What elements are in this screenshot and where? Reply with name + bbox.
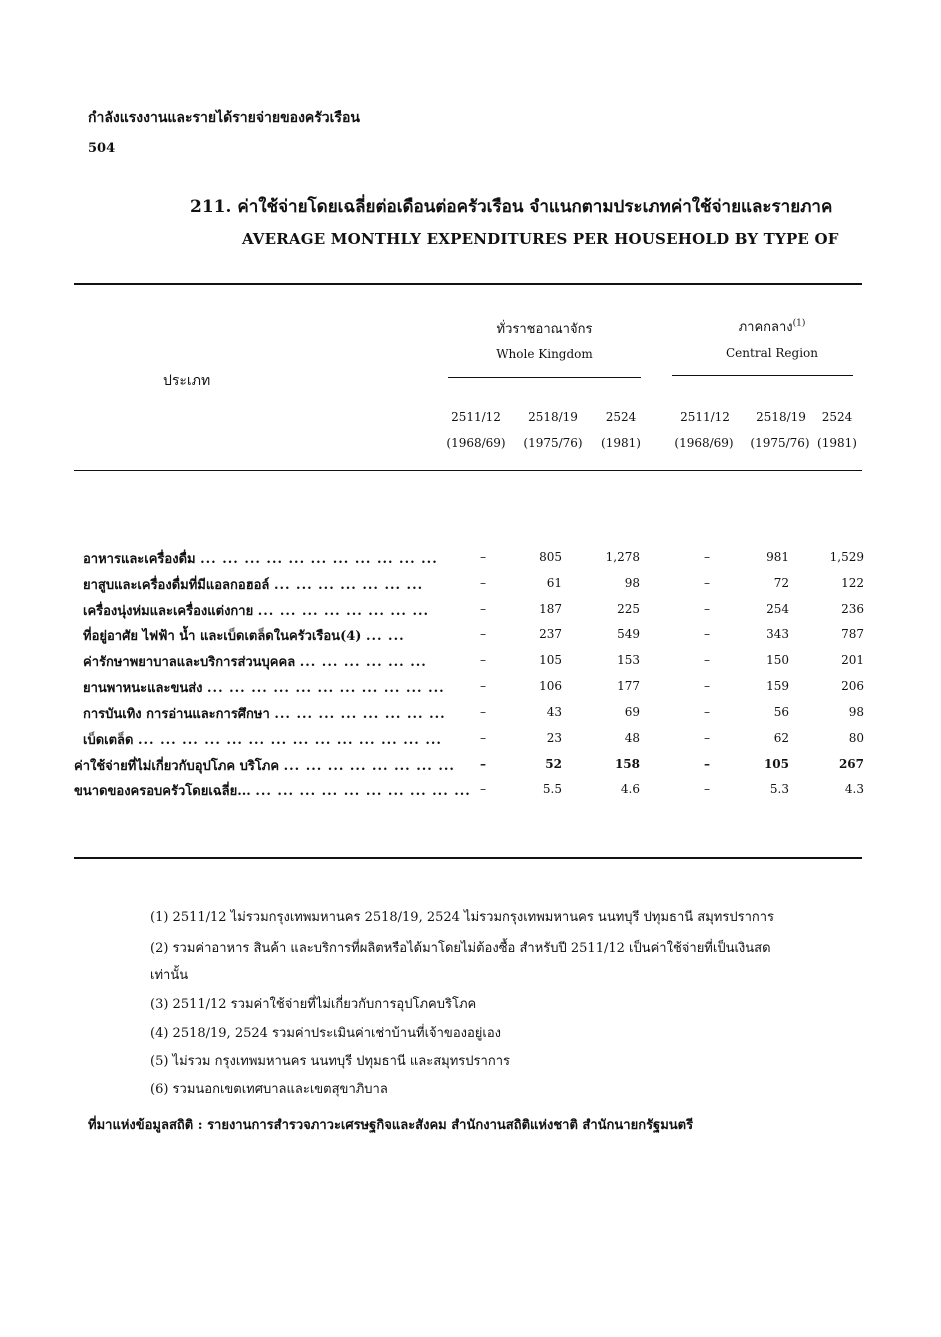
page-number: 504 [88,141,116,156]
footnote: (3) 2511/12 รวมค่าใช้จ่ายที่ไม่เกี่ยวกับการอุปโภคบริโภค [150,997,477,1012]
table-cell: 80 [848,731,864,745]
table-row-label [83,600,429,621]
table-row-label [83,651,427,672]
table-cell: 5.3 [769,782,789,796]
stub-header: ประเภท [163,373,211,389]
table-cell: – [480,627,486,641]
leader-dots: ... ... ... ... ... ... ... [273,578,424,593]
table-cell: 72 [773,576,789,590]
row-label-text: เครื่องนุ่งห่มและเครื่องแต่งกาย [83,604,254,619]
table-cell: 177 [617,679,640,693]
table-row-label [83,574,423,595]
table-cell: 206 [841,679,864,693]
row-label-text: ค่าใช้จ่ายที่ไม่เกี่ยวกับอุปโภค บริโภค [74,759,280,774]
leader-dots: ... ... ... ... ... ... ... ... ... ... ... [207,681,445,696]
footnote: (1) 2511/12 ไม่รวมกรุงเทพมหานคร 2518/19, 2524 ไม่รวมกรุงเทพมหานคร นนทบุรี ปทุมธานี สมุทรปราการ [150,910,775,925]
table-cell: – [480,550,486,564]
leader-dots: ... ... ... ... ... ... ... ... ... ... ... ... ... ... [137,733,442,748]
table-cell: 201 [841,653,864,667]
row-label-text: การบันเทิง การอ่านและการศึกษา [83,707,270,722]
table-cell: 4.3 [844,782,864,796]
table-cell: – [480,782,486,796]
leader-dots: ... ... ... ... ... ... ... ... [257,604,430,619]
table-cell: 1,529 [829,550,864,564]
footnote: (2) รวมค่าอาหาร สินค้า และบริการที่ผลิตหรือได้มาโดยไม่ต้องซื้อ สำหรับปี 2511/12 เป็นค่าใช้จ่ายที่เป็นเงินสด [150,941,771,956]
table-cell: – [704,757,710,771]
table-row-label [83,703,446,724]
leader-dots: ... ... ... ... ... ... ... ... ... ... ... [200,552,438,567]
table-cell: 805 [539,550,562,564]
table-number: 211. [190,197,232,217]
table-row-label [74,780,471,801]
row-label-text: ยาสูบและเครื่องดื่มที่มีแอลกอฮอล์ [83,578,270,593]
table-cell: 225 [617,602,640,616]
table-cell: 237 [539,627,562,641]
period-year: 2511/12 [680,410,730,424]
row-label-text: ยานพาหนะและขนส่ง [83,681,203,696]
row-label-text: ขนาดของครอบครัวโดยเฉลี่ย... [74,784,251,799]
table-cell: 5.5 [542,782,562,796]
table-cell: 1,278 [605,550,640,564]
table-cell: 106 [539,679,562,693]
period-ce: (1968/69) [674,436,734,450]
footnote: (5) ไม่รวม กรุงเทพมหานคร นนทบุรี ปทุมธานี และสมุทรปราการ [150,1054,510,1069]
period-ce: (1981) [817,436,857,450]
table-cell: 981 [766,550,789,564]
footnote: (4) 2518/19, 2524 รวมค่าประเมินค่าเช่าบ้านที่เจ้าของอยู่เอง [150,1026,501,1041]
table-row-label [83,548,438,569]
table-cell: 158 [614,757,640,771]
group-whole-kingdom-english: Whole Kingdom [496,347,593,361]
table-cell: 98 [624,576,640,590]
table-cell: 52 [545,757,562,771]
table-cell: – [704,731,710,745]
footnote: (6) รวมนอกเขตเทศบาลและเขตสุขาภิบาล [150,1082,388,1097]
header-bottom-rule [74,470,862,471]
period-ce: (1981) [601,436,641,450]
leader-dots: ... ... ... ... ... ... ... ... [283,759,455,774]
table-cell: – [480,653,486,667]
table-cell: 62 [773,731,789,745]
leader-dots: ... ... ... ... ... ... ... ... ... ... [255,784,471,799]
table-row-label [83,677,445,698]
table-cell: 4.6 [620,782,640,796]
table-cell: 549 [617,627,640,641]
table-cell: 267 [838,757,864,771]
table-cell: – [704,705,710,719]
table-cell: 150 [766,653,789,667]
table-cell: – [480,705,486,719]
group-rule-whole-kingdom [448,377,641,378]
table-row-label [74,755,455,776]
table-cell: 159 [766,679,789,693]
table-cell: 61 [546,576,562,590]
table-cell: – [704,653,710,667]
group-central-note: (1) [792,318,806,329]
table-cell: 23 [546,731,562,745]
row-label-text: เบ็ดเตล็ด [83,733,134,748]
table-cell: 48 [624,731,640,745]
table-cell: 98 [848,705,864,719]
table-cell: 254 [766,602,789,616]
row-label-text: ที่อยู่อาศัย ไฟฟ้า น้ำ และเบ็ดเตล็ดในครัวเรือน(4) [83,629,362,644]
group-central-thai-text: ภาคกลาง [738,320,793,335]
top-rule [74,283,862,285]
table-cell: 69 [624,705,640,719]
table-title-english: AVERAGE MONTHLY EXPENDITURES PER HOUSEHOLD BY TYPE OF [242,230,839,248]
table-cell: 236 [841,602,864,616]
group-whole-kingdom-thai: ทั่วราชอาณาจักร [496,322,593,337]
table-cell: – [704,679,710,693]
period-year: 2518/19 [756,410,806,424]
table-title-thai [190,193,832,220]
period-year: 2518/19 [528,410,578,424]
row-label-text: อาหารและเครื่องดื่ม [83,552,196,567]
table-cell: 122 [841,576,864,590]
period-year: 2511/12 [451,410,501,424]
table-cell: 56 [773,705,789,719]
leader-dots: ... ... [365,629,405,644]
table-row-label [83,729,442,750]
table-cell: 105 [763,757,789,771]
leader-dots: ... ... ... ... ... ... ... ... [274,707,446,722]
period-ce: (1975/76) [523,436,583,450]
table-cell: – [480,731,486,745]
table-cell: 343 [766,627,789,641]
group-central-english: Central Region [726,346,818,360]
leader-dots: ... ... ... ... ... ... [299,655,427,670]
title-thai-text: ค่าใช้จ่ายโดยเฉลี่ยต่อเดือนต่อครัวเรือน จำแนกตามประเภทค่าใช้จ่ายและรายภาค [237,197,833,217]
table-cell: – [704,602,710,616]
period-year: 2524 [605,410,637,424]
table-cell: – [480,576,486,590]
table-row-label [83,625,405,646]
table-cell: – [480,757,486,771]
table-cell: 787 [841,627,864,641]
row-label-text: ค่ารักษาพยาบาลและบริการส่วนบุคคล [83,655,296,670]
table-cell: – [704,627,710,641]
table-cell: – [480,602,486,616]
table-cell: 43 [546,705,562,719]
period-ce: (1968/69) [446,436,506,450]
source-note: ที่มาแห่งข้อมูลสถิติ : รายงานการสำรวจภาวะเศรษฐกิจและสังคม สำนักงานสถิติแห่งชาติ สำนักนายกรัฐมนตรี [88,1118,694,1133]
table-cell: 187 [539,602,562,616]
table-cell: – [480,679,486,693]
group-central-thai [672,316,872,337]
period-ce: (1975/76) [750,436,810,450]
period-year: 2524 [821,410,853,424]
running-head: กำลังแรงงานและรายได้รายจ่ายของครัวเรือน [88,110,360,126]
table-cell: 153 [617,653,640,667]
table-cell: 105 [539,653,562,667]
table-cell: – [704,576,710,590]
table-bottom-rule [74,857,862,859]
table-cell: – [704,782,710,796]
footnote: เท่านั้น [150,968,189,983]
table-cell: – [704,550,710,564]
group-rule-central-region [672,375,853,376]
